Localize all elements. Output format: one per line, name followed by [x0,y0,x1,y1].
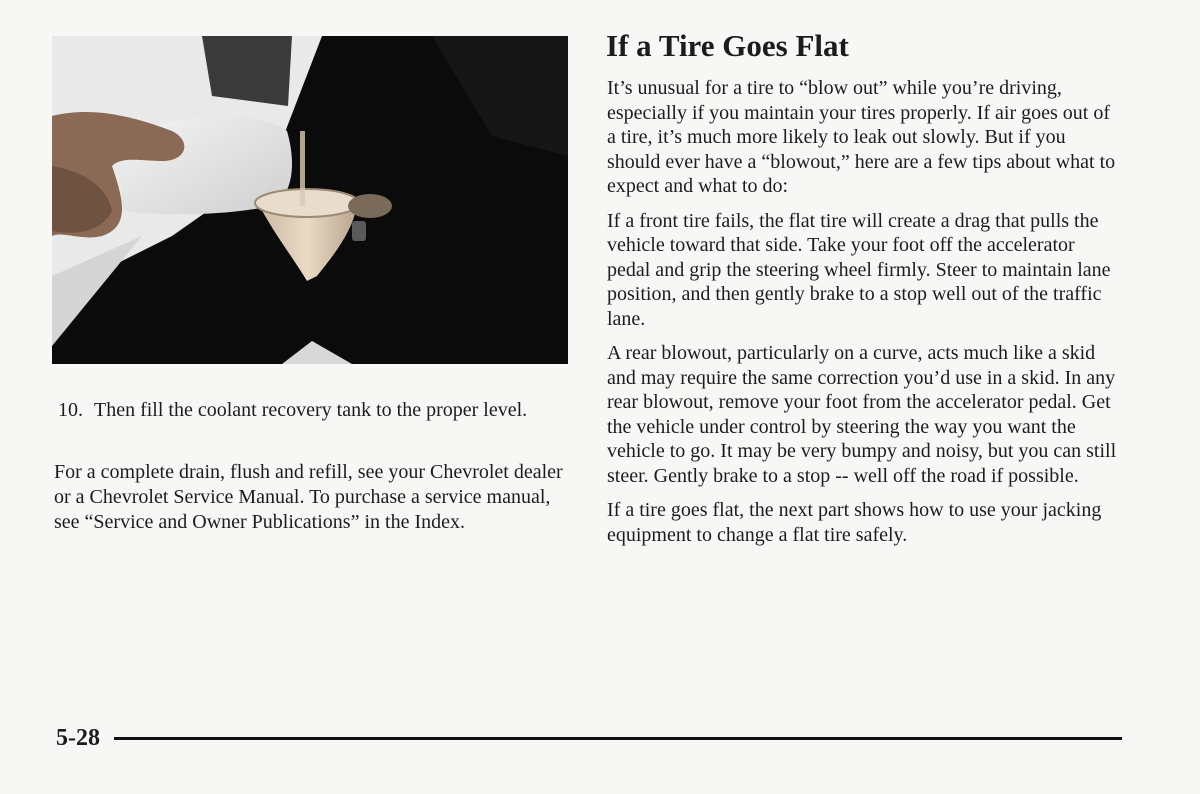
step-number: 10. [58,399,83,421]
footer-rule [114,737,1122,740]
tire-section-body [607,76,1122,557]
coolant-photo [52,36,568,364]
intro-paragraph: It’s unusual for a tire to “blow out” while you’re driving, especially if you maintain your tires properly. If air goes out of a tire, it’s much more likely to leak out slowly. But if you should ever have a “blowout,” here are a few tips about what to expect and what to do: [607,77,1116,197]
rear-blowout-paragraph: A rear blowout, particularly on a curve, acts much like a skid and may require the same correction you’d use in a skid. In any rear blowout, remove your foot from the accelerator pedal. Get the vehicle under control by steering the way you want the vehicle to go. It may be very bumpy and noisy, but you can still steer. Gently brake to a stop -- well off the road if possible. [607,342,1117,487]
complete-drain-paragraph: For a complete drain, flush and refill, see your Chevrolet dealer or a Chevrolet Service Manual. To purchase a service manual, see “Service and Owner Publications” in the Index. [54,461,563,533]
coolant-photo-illustration [52,36,568,364]
front-tire-paragraph: If a front tire fails, the flat tire will create a drag that pulls the vehicle toward that side. Take your foot off the accelerator pedal and grip the steering wheel firmly. Steer to maintain lane position, and then gently brake to a stop well out of the traffic lane. [607,209,1111,330]
step-10 [58,398,538,423]
page-number: 5-28 [56,725,100,751]
step-text: Then fill the coolant recovery tank to the proper level. [94,399,528,421]
flat-tire-paragraph: If a tire goes flat, the next part shows how to use your jacking equipment to change a flat tire safely. [607,499,1102,546]
section-heading: If a Tire Goes Flat [606,28,849,63]
